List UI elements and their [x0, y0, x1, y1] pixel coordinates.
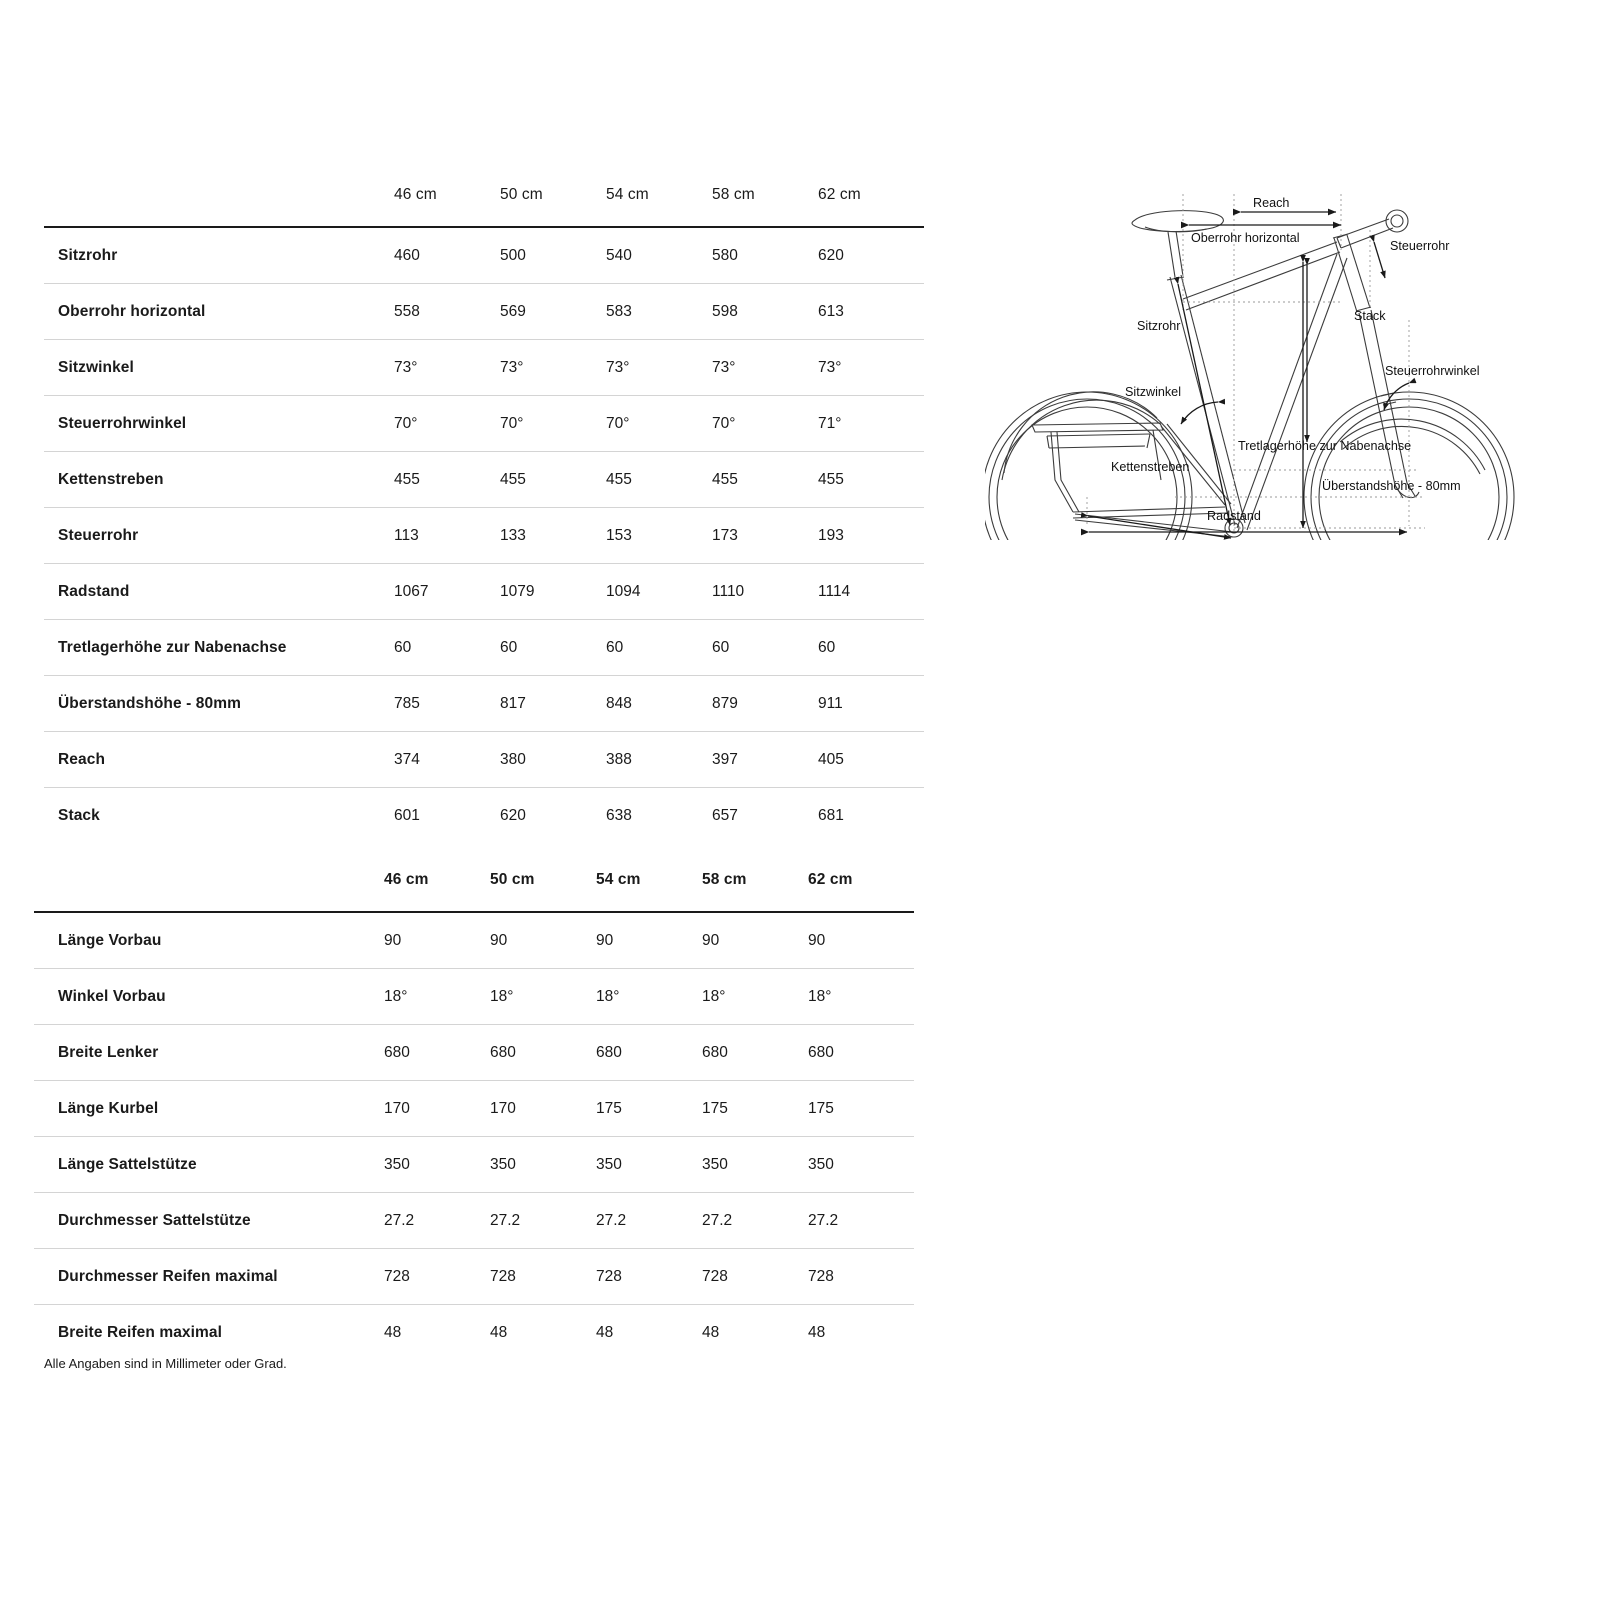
- cell-value: 48: [490, 1324, 508, 1341]
- cell-value: 48: [808, 1324, 826, 1341]
- table-row: [44, 340, 924, 396]
- header-label-cell: [34, 871, 384, 912]
- table-row: [34, 1249, 914, 1305]
- table-row: [34, 1137, 914, 1193]
- row-label: Breite Lenker: [34, 1025, 384, 1081]
- components-table-wrapper: [44, 871, 924, 1360]
- cell-value: 580: [712, 227, 818, 284]
- cell-value: 48: [596, 1324, 614, 1341]
- cell-value: 728: [596, 1249, 702, 1305]
- cell-value: 680: [702, 1025, 808, 1081]
- table-row: [34, 1081, 914, 1137]
- table-row: [44, 227, 924, 284]
- cell-value: 1067: [394, 564, 500, 620]
- cell-value: 598: [712, 284, 818, 340]
- cell-value: 1094: [606, 564, 712, 620]
- table-row: [34, 1193, 914, 1249]
- cell-value: 657: [712, 807, 738, 824]
- cell-value: 620: [818, 227, 924, 284]
- cell-value: 73°: [818, 340, 924, 396]
- cell-value: 175: [808, 1081, 914, 1137]
- components-table-body: [34, 912, 914, 1360]
- cell-value: 728: [702, 1249, 808, 1305]
- cell-value: 73°: [712, 340, 818, 396]
- cell-value: 48: [384, 1324, 402, 1341]
- cell-value: 583: [606, 284, 712, 340]
- table-row: [44, 508, 924, 564]
- cell-value: 48: [702, 1324, 720, 1341]
- cell-value: 613: [818, 284, 924, 340]
- table-row: [34, 969, 914, 1025]
- cell-value: 350: [490, 1137, 596, 1193]
- cell-value: 1110: [712, 564, 818, 620]
- cell-value: 60: [394, 620, 500, 676]
- cell-value: 405: [818, 732, 924, 788]
- cell-value: 455: [394, 452, 500, 508]
- row-label: Überstandshöhe - 80mm: [44, 676, 394, 732]
- column-header-50: 50 cm: [500, 186, 606, 227]
- frame-geometry-table-header: [44, 186, 924, 227]
- label-tretlagerhoehe: Tretlagerhöhe zur Nabenachse: [1238, 439, 1412, 453]
- cell-value: 1079: [500, 564, 606, 620]
- cell-value: 27.2: [702, 1193, 808, 1249]
- row-label: Winkel Vorbau: [34, 969, 384, 1025]
- table-row: [34, 1025, 914, 1081]
- table-row: [34, 912, 914, 969]
- cell-value: 350: [702, 1137, 808, 1193]
- cell-value: 681: [818, 807, 844, 824]
- label-steuerrohr: Steuerrohr: [1390, 239, 1450, 253]
- row-label: Reach: [44, 732, 394, 788]
- cell-value: 60: [500, 620, 606, 676]
- label-radstand: Radstand: [1207, 509, 1261, 523]
- cell-value: 70°: [606, 396, 712, 452]
- column-header-46: 46 cm: [384, 871, 490, 912]
- column-header-46: 46 cm: [394, 186, 500, 227]
- row-label: Steuerrohr: [44, 508, 394, 564]
- cell-value: 350: [808, 1137, 914, 1193]
- label-reach: Reach: [1253, 196, 1290, 210]
- cell-value: 173: [712, 508, 818, 564]
- cell-value: 350: [384, 1137, 490, 1193]
- table-row: [34, 1305, 914, 1361]
- cell-value: 455: [606, 452, 712, 508]
- cell-value: 879: [712, 676, 818, 732]
- cell-value: 728: [490, 1249, 596, 1305]
- cell-value: 27.2: [808, 1193, 914, 1249]
- row-label: Kettenstreben: [44, 452, 394, 508]
- table-row: [44, 676, 924, 732]
- steuerrohr-arrow: [1374, 242, 1385, 278]
- cell-value: 60: [606, 620, 712, 676]
- cell-value: 71°: [818, 396, 924, 452]
- cell-value: 500: [500, 227, 606, 284]
- cell-value: 90: [702, 912, 808, 969]
- column-header-62: 62 cm: [808, 871, 914, 912]
- row-label: Steuerrohrwinkel: [44, 396, 394, 452]
- cell-value: 60: [712, 620, 818, 676]
- geometry-tables: [44, 186, 924, 1360]
- cell-value: 848: [606, 676, 712, 732]
- cell-value: 680: [384, 1025, 490, 1081]
- cell-value: 374: [394, 732, 500, 788]
- row-label: Sitzrohr: [44, 227, 394, 284]
- cell-value: 388: [606, 732, 712, 788]
- column-header-58: 58 cm: [702, 871, 808, 912]
- cell-value: 680: [808, 1025, 914, 1081]
- cell-value: 170: [490, 1081, 596, 1137]
- row-label: Länge Vorbau: [34, 912, 384, 969]
- cell-value: 70°: [712, 396, 818, 452]
- row-label: Durchmesser Reifen maximal: [34, 1249, 384, 1305]
- cell-value: 175: [596, 1081, 702, 1137]
- label-steuerrohrwinkel: Steuerrohrwinkel: [1385, 364, 1480, 378]
- cell-value: 728: [384, 1249, 490, 1305]
- row-label: Durchmesser Sattelstütze: [34, 1193, 384, 1249]
- cell-value: 460: [394, 227, 500, 284]
- cell-value: 90: [384, 912, 490, 969]
- steuerrohrwinkel-arc: [1384, 383, 1409, 410]
- cell-value: 455: [712, 452, 818, 508]
- column-header-54: 54 cm: [606, 186, 712, 227]
- cell-value: 133: [500, 508, 606, 564]
- cell-value: 18°: [702, 969, 808, 1025]
- header-label-cell: [44, 186, 394, 227]
- row-label: Länge Kurbel: [34, 1081, 384, 1137]
- cell-value: 18°: [808, 969, 914, 1025]
- cell-value: 153: [606, 508, 712, 564]
- column-header-50: 50 cm: [490, 871, 596, 912]
- row-label: Länge Sattelstütze: [34, 1137, 384, 1193]
- cell-value: 27.2: [384, 1193, 490, 1249]
- cell-value: 540: [606, 227, 712, 284]
- cell-value: 193: [818, 508, 924, 564]
- column-header-54: 54 cm: [596, 871, 702, 912]
- cell-value: 455: [500, 452, 606, 508]
- row-label: Tretlagerhöhe zur Nabenachse: [44, 620, 394, 676]
- table-row: [44, 732, 924, 788]
- row-label: Stack: [58, 807, 100, 824]
- row-label: Radstand: [44, 564, 394, 620]
- saddle: [1132, 211, 1223, 232]
- cell-value: 18°: [490, 969, 596, 1025]
- column-header-58: 58 cm: [712, 186, 818, 227]
- table-row: [44, 564, 924, 620]
- cell-value: 60: [818, 620, 924, 676]
- frame-geometry-table-body: [44, 227, 924, 843]
- cell-value: 90: [596, 912, 702, 969]
- components-table: [34, 871, 914, 1360]
- cell-value: 785: [394, 676, 500, 732]
- bike-geometry-diagram: [985, 180, 1530, 540]
- table-row: [44, 396, 924, 452]
- table-header-row: [34, 871, 914, 912]
- cell-value: 397: [712, 732, 818, 788]
- label-sitzrohr: Sitzrohr: [1137, 319, 1181, 333]
- cell-value: 455: [818, 452, 924, 508]
- cell-value: 817: [500, 676, 606, 732]
- table-header-row: [44, 186, 924, 227]
- label-kettenstreben: Kettenstreben: [1111, 460, 1190, 474]
- cell-value: 680: [596, 1025, 702, 1081]
- row-label: Sitzwinkel: [44, 340, 394, 396]
- row-label: Oberrohr horizontal: [44, 284, 394, 340]
- cell-value: 601: [394, 807, 420, 824]
- cell-value: 90: [808, 912, 914, 969]
- cell-value: 350: [596, 1137, 702, 1193]
- cell-value: 1114: [818, 564, 924, 620]
- label-sitzwinkel: Sitzwinkel: [1125, 385, 1181, 399]
- cell-value: 680: [490, 1025, 596, 1081]
- label-ueberstandshoehe: Überstandshöhe - 80mm: [1322, 479, 1461, 493]
- table-row: [44, 788, 924, 844]
- cell-value: 728: [808, 1249, 914, 1305]
- frame-geometry-table: [44, 186, 924, 843]
- column-header-62: 62 cm: [818, 186, 924, 227]
- cell-value: 73°: [500, 340, 606, 396]
- cell-value: 911: [818, 676, 924, 732]
- cell-value: 620: [500, 807, 526, 824]
- table-row: [44, 620, 924, 676]
- cell-value: 558: [394, 284, 500, 340]
- cell-value: 73°: [606, 340, 712, 396]
- cell-value: 27.2: [490, 1193, 596, 1249]
- units-footnote: Alle Angaben sind in Millimeter oder Grad.: [44, 1356, 287, 1371]
- cell-value: 175: [702, 1081, 808, 1137]
- cell-value: 113: [394, 508, 500, 564]
- diagram-labels: [1111, 196, 1480, 523]
- sitzwinkel-arc: [1181, 402, 1218, 424]
- cell-value: 70°: [500, 396, 606, 452]
- cell-value: 638: [606, 807, 632, 824]
- cell-value: 170: [384, 1081, 490, 1137]
- label-oberrohr-horizontal: Oberrohr horizontal: [1191, 231, 1300, 245]
- cell-value: 70°: [394, 396, 500, 452]
- table-row: [44, 452, 924, 508]
- cell-value: 18°: [384, 969, 490, 1025]
- label-stack: Stack: [1354, 309, 1386, 323]
- cell-value: 18°: [596, 969, 702, 1025]
- table-row: [44, 284, 924, 340]
- cell-value: 27.2: [596, 1193, 702, 1249]
- components-table-header: [34, 871, 914, 912]
- cell-value: 380: [500, 732, 606, 788]
- cell-value: 90: [490, 912, 596, 969]
- cell-value: 569: [500, 284, 606, 340]
- row-label: Breite Reifen maximal: [58, 1324, 223, 1341]
- cell-value: 73°: [394, 340, 500, 396]
